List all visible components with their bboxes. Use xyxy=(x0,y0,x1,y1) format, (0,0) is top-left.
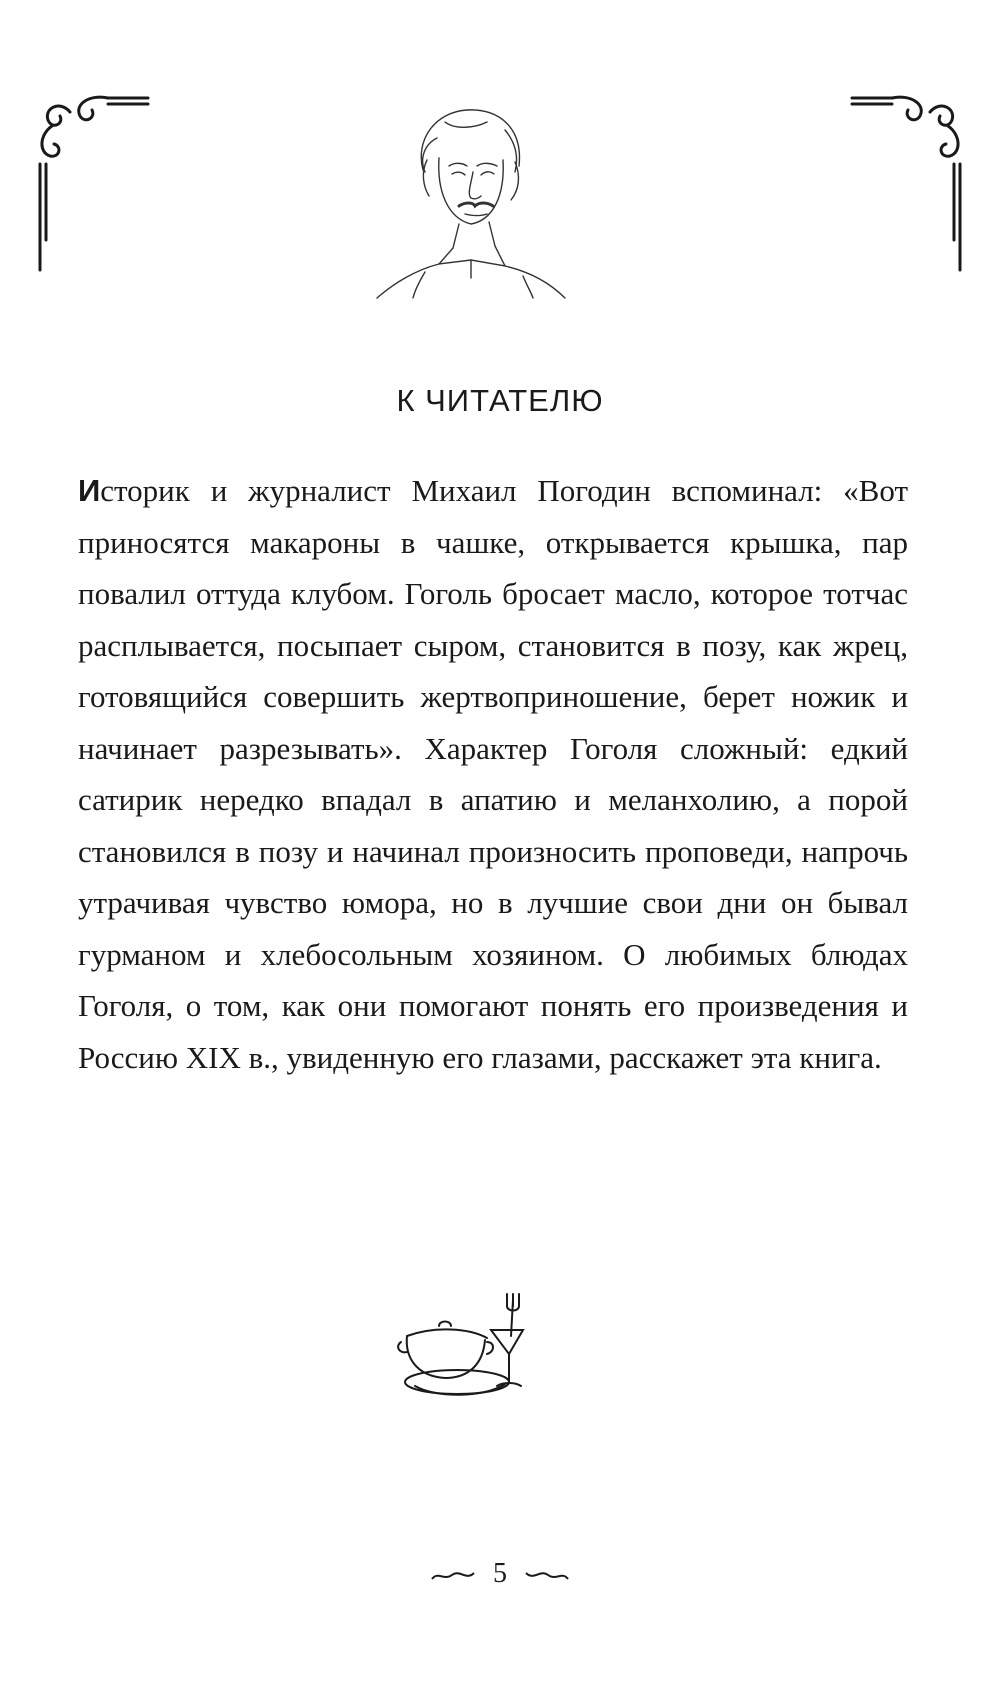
drop-cap: И xyxy=(78,473,101,508)
right-flourish-icon xyxy=(524,1569,570,1583)
left-flourish-icon xyxy=(430,1569,476,1583)
ornamental-corner-right-icon xyxy=(850,90,970,290)
chapter-heading: К ЧИТАТЕЛЮ xyxy=(396,383,604,418)
ornamental-corner-left-icon xyxy=(30,90,150,290)
paragraph-text: сторик и журналист Михаил Погодин вспоминал: «Вот приносятся макароны в чашке, открывается крышка, пар повалил оттуда клубом. Гоголь бросает масло, которое тотчас расплывается, посыпает сыром, становится в позу, как жрец, готовящийся совершить жертвоприношение, берет ножик и начинает разрезывать». Характер Гоголя сложный: едкий сатирик нередко впадал в апатию и меланхолию, а порой становился в позу и начинал произносить проповеди, напрочь утрачивая чувство юмора, но в лучшие свои дни он бывал гурманом и хлебосольным хозяином. О любимых блюдах Гоголя, о том, как они помогают понять его произведения и Россию XIX в., увиденную его глазами, расскажет эта книга. xyxy=(78,473,908,1075)
body-paragraph xyxy=(78,465,908,1083)
page-number: 5 xyxy=(493,1558,507,1589)
gogol-portrait-sketch xyxy=(355,100,580,300)
page-footer xyxy=(0,1558,1000,1590)
tableware-vignette xyxy=(395,1290,545,1420)
